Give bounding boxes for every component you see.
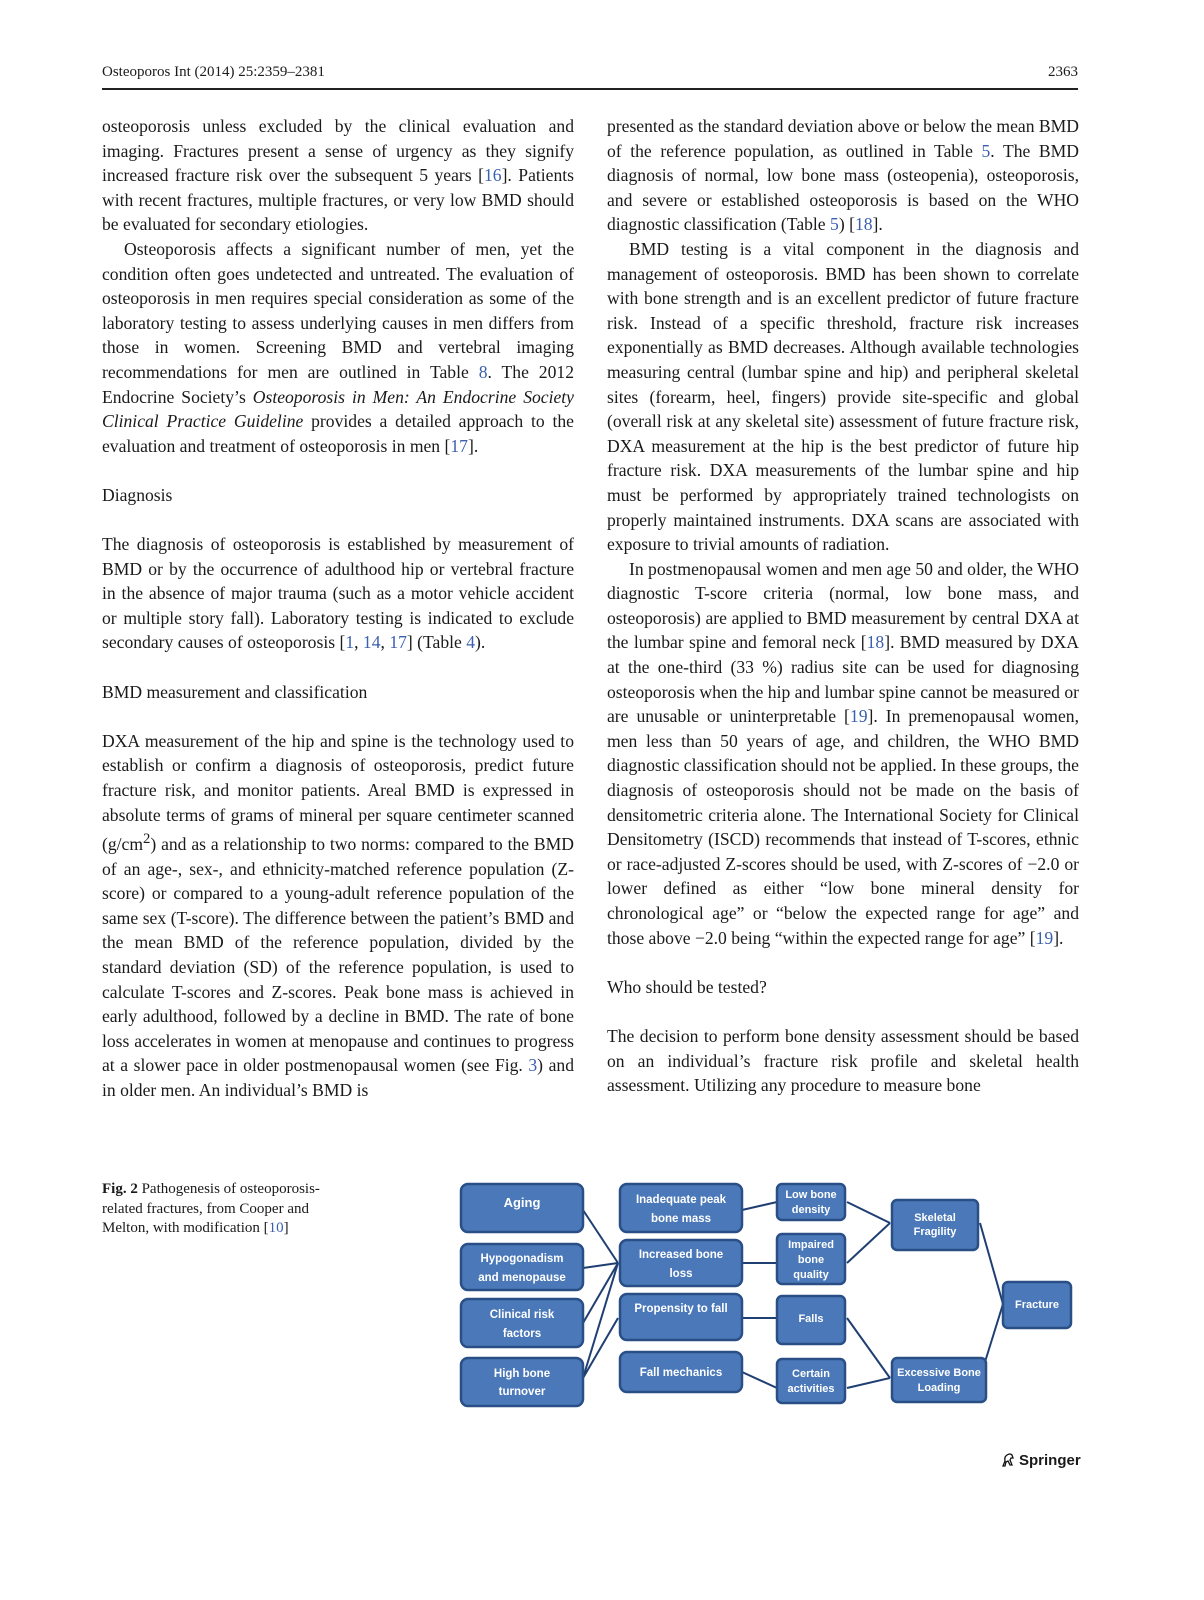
paragraph: The decision to perform bone density assessment should be based on an individual’s fracture risk profile and skeletal health assessment. Utilizing any procedure to measure bone: [607, 1025, 1079, 1096]
citation-link[interactable]: 1: [345, 632, 355, 653]
box-fall-mechanics: [620, 1352, 742, 1392]
svg-text:turnover: turnover: [498, 1386, 546, 1398]
box-skeletal-fragility: [892, 1200, 978, 1250]
box-falls: [777, 1296, 845, 1344]
table-link[interactable]: 8: [478, 361, 488, 382]
box-fracture: [1003, 1282, 1071, 1328]
box-inadequate-peak: [620, 1184, 742, 1232]
svg-text:Excessive Bone: Excessive Bone: [897, 1367, 981, 1379]
svg-text:quality: quality: [793, 1269, 829, 1281]
svg-text:Fall mechanics: Fall mechanics: [639, 1367, 723, 1379]
svg-text:Certain: Certain: [792, 1368, 830, 1380]
citation-link[interactable]: 19: [1035, 927, 1054, 948]
svg-text:density: density: [791, 1204, 831, 1216]
paragraph: BMD testing is a vital component in the diagnosis and management of osteoporosis. BMD has been shown to correlate with bone strength and is an excellent predictor of future fracture risk. Instead of a specific threshold, fracture risk increases exponentially as BMD decreases. Although available technologies measuring central (lumbar spine and hip) and peripheral skeletal sites (forearm, heel, fingers) provide site-specific and global (overall risk at any skeletal site) assessment of future fracture risk, DXA measurement at the hip is the best predictor of future hip fracture risk. DXA measurements of the lumbar spine and hip must be performed by appropriately trained technologists on properly maintained instruments. DXA scans are associated with exposure to trivial amounts of radiation.: [607, 238, 1079, 555]
citation-link[interactable]: 16: [483, 165, 502, 186]
pathogenesis-diagram: [455, 1178, 1075, 1418]
table-link[interactable]: 4: [466, 632, 476, 653]
citation-link[interactable]: 18: [866, 632, 885, 653]
paragraph: DXA measurement of the hip and spine is the technology used to establish or confirm a diagnosis of osteoporosis, predict future fracture risk, and monitor patients. Areal BMD is expressed in absolute terms of grams of mineral per square centimeter scanned $(g/cm^2)$ and as a relationship to two norms: compared to the BMD of an age-, sex-, and ethnicity-matched reference population (Z-score) or compared to a young-adult reference population of the same sex (T-score). The difference between the patient’s BMD and the mean BMD of the reference population, divided by the standard deviation (SD) of the reference population, is used to calculate T-scores and Z-scores. Peak bone mass is achieved in early adulthood, followed by a decline in BMD. The rate of bone loss accelerates in women at menopause and continues to progress at a slower pace in older postmenopausal women (see Fig. 3) and in older men. An individual’s BMD is: [102, 730, 574, 1101]
box-impaired-bone-quality: [777, 1234, 845, 1284]
paragraph: presented as the standard deviation above or below the mean BMD of the reference population, as outlined in Table 5. The BMD diagnosis of normal, low bone mass (osteopenia), osteoporosis, and severe or established osteoporosis is based on the WHO diagnostic classification (Table 5) [18].: [607, 116, 1079, 235]
svg-text:Clinical risk: Clinical risk: [489, 1309, 555, 1321]
svg-text:Fracture: Fracture: [1014, 1299, 1060, 1311]
svg-text:Loading: Loading: [917, 1382, 961, 1394]
left-column: [102, 114, 574, 1103]
right-column: [607, 114, 1079, 1098]
svg-text:Skeletal: Skeletal: [914, 1212, 956, 1224]
journal-citation: Osteoporos Int (2014) 25:2359–2381: [102, 64, 325, 80]
box-propensity-to-fall: [620, 1294, 742, 1340]
running-header: [102, 62, 1078, 90]
paragraph: osteoporosis unless excluded by the clinical evaluation and imaging. Fractures present a sense of urgency as they signify increased fracture risk over the subsequent 5 years [16]. Patients with recent fractures, multiple fractures, or very low BMD should be evaluated for secondary etiologies.: [102, 116, 574, 235]
citation-link[interactable]: 10: [268, 1220, 284, 1237]
citation-link[interactable]: 18: [854, 214, 873, 235]
svg-text:Falls: Falls: [798, 1313, 824, 1325]
box-clinical-risk: [461, 1299, 583, 1347]
box-hypogonadism: [461, 1244, 583, 1290]
citation-link[interactable]: 17: [389, 632, 407, 653]
svg-text:and menopause: and menopause: [478, 1272, 566, 1284]
publisher-logo: [1000, 1452, 1081, 1469]
page-number: 2363: [1048, 64, 1078, 80]
box-high-bone-turnover: [461, 1358, 583, 1406]
svg-text:Inadequate peak: Inadequate peak: [635, 1194, 727, 1206]
box-excessive-bone-loading: [892, 1358, 986, 1402]
figure-caption: Fig. 2 Pathogenesis of osteoporosis-related fractures, from Cooper and Melton, with modification [10]: [102, 1181, 320, 1237]
table-link[interactable]: 5: [830, 214, 839, 235]
section-heading: Who should be tested?: [607, 976, 767, 997]
box-certain-activities: [777, 1359, 845, 1403]
table-link[interactable]: 5: [981, 140, 991, 161]
svg-text:Aging: Aging: [503, 1195, 541, 1210]
svg-text:High bone: High bone: [493, 1368, 551, 1380]
svg-text:loss: loss: [669, 1268, 693, 1280]
citation-link[interactable]: 14: [362, 632, 381, 653]
section-heading: BMD measurement and classification: [102, 681, 368, 702]
svg-text:bone: bone: [797, 1254, 825, 1266]
box-increased-bone-loss: [620, 1240, 742, 1286]
box-low-bone-density: [777, 1184, 845, 1220]
paragraph: Osteoporosis affects a significant number of men, yet the condition often goes undetected and untreated. The evaluation of osteoporosis in men requires special consideration as some of the laboratory testing to assess underlying causes in men differs from those in women. Screening BMD and vertebral imaging recommendations for men are outlined in Table 8. The 2012 Endocrine Society’s Osteoporosis in Men: An Endocrine Society Clinical Practice Guideline provides a detailed approach to the evaluation and treatment of osteoporosis in men [17].: [102, 238, 574, 456]
publisher-name: Springer: [1019, 1452, 1081, 1469]
box-aging: [461, 1184, 583, 1232]
paragraph: In postmenopausal women and men age 50 and older, the WHO diagnostic T-score criteria (normal, low bone mass, and osteoporosis) are applied to BMD measurement by central DXA at the lumbar spine and femoral neck [18]. BMD measured by DXA at the one-third (33 %) radius site can be used for diagnosing osteoporosis when the hip and lumbar spine cannot be measured or are unusable or uninterpretable [19]. In premenopausal women, men less than 50 years of age, and children, the WHO BMD diagnostic classification should not be applied. In these groups, the diagnosis of osteoporosis should not be made on the basis of densitometric criteria alone. The International Society for Clinical Densitometry (ISCD) recommends that instead of T-scores, ethnic or race-adjusted Z-scores should be used, with Z-scores of −2.0 or lower defined as either “low bone mineral density for chronological age” or “below the expected range for age” and those above −2.0 being “within the expected range for age” [19].: [607, 558, 1079, 948]
citation-link[interactable]: 19: [849, 706, 868, 727]
svg-text:bone mass: bone mass: [650, 1213, 712, 1225]
svg-text:Fragility: Fragility: [913, 1226, 957, 1238]
svg-text:Propensity to fall: Propensity to fall: [634, 1303, 728, 1315]
figure-link[interactable]: 3: [528, 1055, 538, 1076]
section-heading: Diagnosis: [102, 484, 173, 505]
svg-text:Low bone: Low bone: [785, 1189, 837, 1201]
svg-text:activities: activities: [787, 1383, 835, 1395]
figure-label: Fig. 2: [102, 1181, 138, 1197]
svg-text:Impaired: Impaired: [788, 1239, 834, 1251]
svg-text:Increased bone: Increased bone: [638, 1249, 724, 1261]
citation-link[interactable]: 17: [450, 435, 468, 456]
springer-horse-icon: [1000, 1452, 1016, 1468]
svg-text:factors: factors: [502, 1328, 542, 1340]
svg-text:Hypogonadism: Hypogonadism: [480, 1253, 564, 1265]
paragraph: The diagnosis of osteoporosis is established by measurement of BMD or by the occurrence of adulthood hip or vertebral fracture in the absence of major trauma (such as a motor vehicle accident or multiple story fall). Laboratory testing is indicated to exclude secondary causes of osteoporosis [1, 14, 17] (Table 4).: [102, 534, 574, 653]
